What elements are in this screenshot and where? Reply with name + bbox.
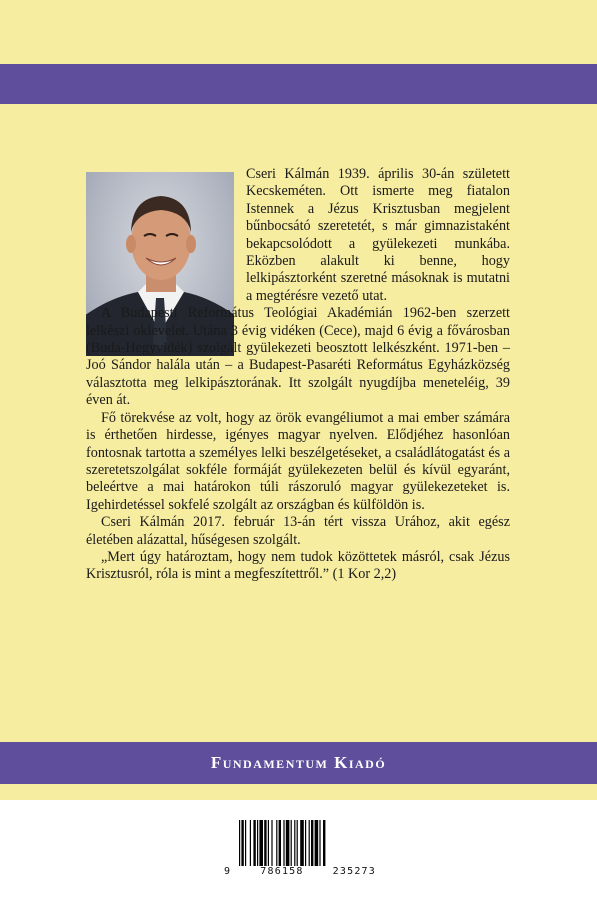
author-biography xyxy=(86,166,510,584)
isbn-prefix: 9 xyxy=(224,866,232,877)
isbn-number xyxy=(224,866,376,877)
bio-quote: „Mert úgy határoztam, hogy nem tudok közöttetek másról, csak Jézus Krisztusról, róla is mint a megfeszítettről.” (1 Kor 2,2) xyxy=(86,548,510,583)
bio-paragraph: Cseri Kálmán 2017. február 13-án tért vissza Urához, akit egész életében alázattal, hűségesen szolgált. xyxy=(86,514,510,548)
bio-paragraph: Fő törekvése az volt, hogy az örök evangéliumot a mai ember számára is érthetően hirdesse, igényes magyar nyelven. Elődjéhez hasonlóan fontosnak tartotta a személyes lelki beszélgetéseket, a családlátogatást és a szeretetszolgálat sokféle formáját gyülekezeten belül és kívül egyaránt, beleértve a mai határokon túli rászoruló magyar gyülekezeteket is. Igehirdetéssel sokfelé szolgált az országban és külföldön is. xyxy=(86,409,510,513)
bio-paragraph: Cseri Kálmán 1939. április 30-án született Kecskeméten. Ott ismerte meg fiatalon Istennek a Jézus Krisztusban megjelent bűnbocsátó szeretetét, s már gimnazistaként bekapcsolódott a gyülekezeti munkába. Eközben alakult ki benne, hogy lelkipásztorként szeretné másoknak is mutatni a megtérésre vezető utat. xyxy=(246,166,510,304)
bio-paragraph: A Budapesti Református Teológiai Akadémián 1962-ben szerzett lelkészi oklevelet. Utána 3 évig vidéken (Cece), majd 6 évig a fővárosban (Buda-Hegyvidék) szolgált gyülekezeti beosztott lelkészként. 1971-ben – Joó Sándor halála után – a Budapest-Pasaréti Református Egyházközség választotta meg lelkipásztorának. Itt szolgált nyugdíjba meneteléig, 39 éven át. xyxy=(86,305,510,409)
publisher-name: Fundamentum Kiadó xyxy=(210,753,387,772)
isbn-group-1: 786158 xyxy=(260,866,304,877)
isbn-barcode xyxy=(237,820,363,892)
isbn-group-2: 235273 xyxy=(332,866,376,877)
top-color-band xyxy=(0,64,597,104)
